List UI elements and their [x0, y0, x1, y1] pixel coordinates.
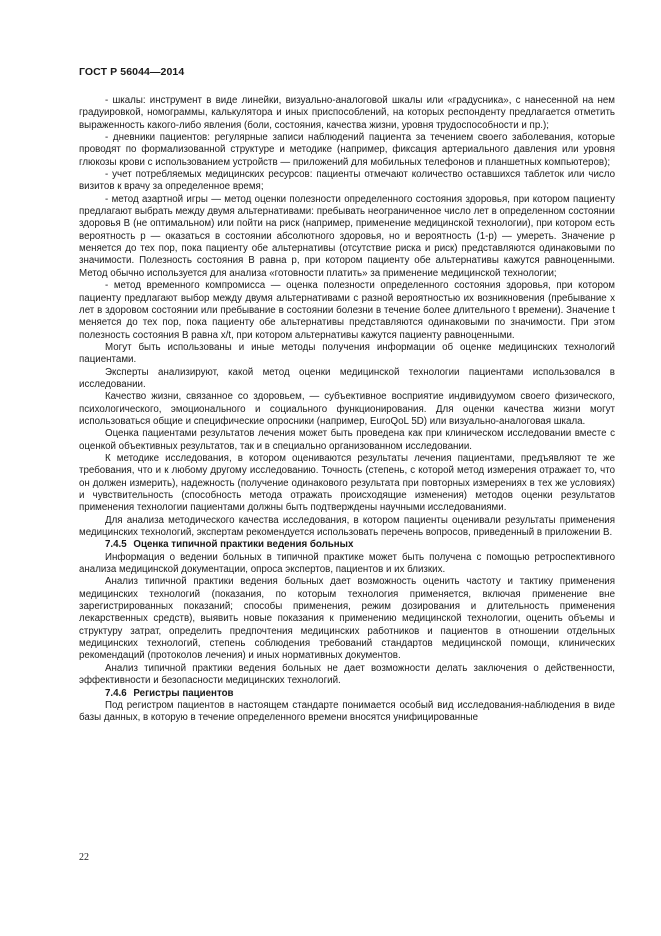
paragraph: - дневники пациентов: регулярные записи наблюдений пациента за течением своего заболевания, которые проводят по формализованной структуре и методике (например, фиксация артериального давления или уровня глюкозы крови с использованием устройств — приложений для мобильных телефонов и планшетных компьютеров);: [79, 132, 615, 168]
section-number: 7.4.5: [105, 539, 127, 551]
document-body: [79, 95, 615, 725]
paragraph: Анализ типичной практики ведения больных не дает возможности делать заключения о действенности, эффективности и безопасности медицинских технологий.: [79, 662, 615, 687]
paragraph: Для анализа методического качества исследования, в котором пациенты оценивали результаты применения медицинских технологий, экспертам рекомендуется использовать перечень вопросов, приведенный в приложении В.: [79, 514, 615, 539]
paragraph: Могут быть использованы и иные методы получения информации об оценке медицинских технологий пациентами.: [79, 341, 615, 366]
section-title: Оценка типичной практики ведения больных: [133, 539, 354, 551]
paragraph: Эксперты анализируют, какой метод оценки медицинской технологии пациентами использовался в исследовании.: [79, 366, 615, 390]
paragraph: Оценка пациентами результатов лечения может быть проведена как при клиническом исследовании вместе с оценкой объективных результатов, так и в специально организованном исследовании.: [79, 428, 615, 452]
paragraph: - метод временного компромисса — оценка полезности определенного состояния здоровья, при котором пациенту предлагают выбор между двумя альтернативами с разной вероятностью их возникновения (пребывание x лет в здоровом состоянии или пребывание в состоянии болезни в течение более длительного t времени). Значение t меняется до тех пор, пока пациенту обе альтернативы представляются одинаковыми по значимости. При этом полезность состояния B равна x/t, при котором альтернативы кажутся пациенту равноценными.: [79, 280, 615, 341]
paragraph: - учет потребляемых медицинских ресурсов: пациенты отмечают количество оставшихся таблеток или число визитов к врачу за определенное время;: [79, 169, 615, 193]
paragraph: Под регистром пациентов в настоящем стандарте понимается особый вид исследования-наблюдения в виде базы данных, в которую в течение определенного времени вносятся унифицированные: [79, 699, 615, 724]
paragraph: Качество жизни, связанное со здоровьем, — субъективное восприятие индивидуумом своего физического, психологического, эмоционального и социального функционирования. Для оценки качества жизни могут использоваться общие и специфические опросники (например, EuroQoL 5D) или визуально-аналоговая шкала.: [79, 391, 615, 427]
section-title: Регистры пациентов: [133, 687, 234, 699]
paragraph: - метод азартной игры — метод оценки полезности определенного состояния здоровья, при котором пациенту предлагают выбрать между двумя альтернативами: пребывать неограниченное число лет в определенном состоянии здоровья B (не оптимальном) или пойти на риск (например, применение медицинской технологии), при котором есть вероятность p — оказаться в состоянии абсолютного здоровья, но и вероятность (1-p) — умереть. Значение p меняется до тех пор, пока пациенту обе альтернативы (отсутствие риска и риск) представляются одинаковыми по значимости. Полезность состояния B равна p, при котором пациенту обе альтернативы кажутся равноценными. Метод обычно используется для анализа «готовности платить» за применение медицинской технологии;: [79, 193, 615, 279]
paragraph: - шкалы: инструмент в виде линейки, визуально-аналоговой шкалы или «градусника», с нанесенной на нем градуировкой, номограммы, калькулятора и иных приспособлений, на которых респонденту предлагается отметить выраженность какого-либо явления (боли, состояния, качества жизни, уровня трудоспособности и пр.);: [79, 95, 615, 131]
paragraph: К методике исследования, в котором оцениваются результаты лечения пациентами, предъявляют те же требования, что и к любому другому исследованию. Точность (степень, с которой метод измерения отражает то, что он должен измерить), надежность (получение одинакового результата при повторных измерениях в тех же условиях) и чувствительность (способность метода отражать происходящие изменения) методов оценки результатов применения технологии пациентами должны быть подтверждены научными исследованиями.: [79, 452, 615, 514]
section-heading-7-4-5: [79, 539, 615, 551]
paragraph: Информация о ведении больных в типичной практике может быть получена с помощью ретроспективного анализа медицинской документации, опроса экспертов, пациентов и их близких.: [79, 551, 615, 576]
section-heading-7-4-6: [79, 688, 615, 700]
section-number: 7.4.6: [105, 687, 127, 699]
paragraph: Анализ типичной практики ведения больных дает возможность оценить частоту и тактику применения медицинских технологий (показания, по которым технология применяется, включая применение вне зарегистрированных показаний; способы применения, режим дозирования и длительность применения лекарственных средств), выявить новые показания к применению медицинской технологии, оценить объемы и структуру затрат, определить предпочтения медицинских работников и пациентов в отношении отдельных медицинских технологий, степень соблюдения требований стандартов медицинской помощи, клинических рекомендаций (протоколов лечения) и иных нормативных документов.: [79, 576, 615, 662]
document-header: ГОСТ Р 56044—2014: [79, 66, 185, 78]
page-number: 22: [79, 852, 89, 863]
